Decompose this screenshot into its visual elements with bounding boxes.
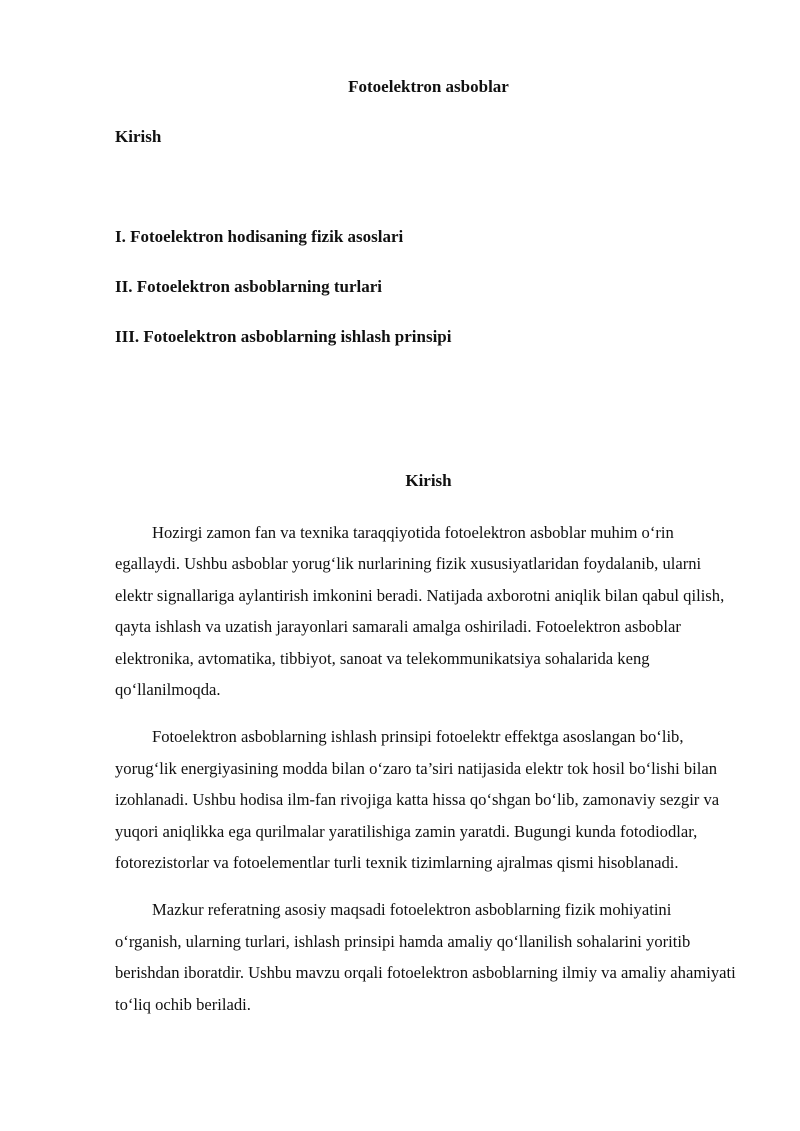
toc-item-2: II. Fotoelektron asboblarning turlari xyxy=(115,277,382,296)
paragraph-3: Mazkur referatning asosiy maqsadi fotoelektron asboblarning fizik mohiyatini o‘rganish, ularning turlari, ishlash prinsipi hamda amaliy qo‘llanilish sohalarini yoritib berishdan iboratdir. Ushbu mavzu orqali fotoelektron asboblarning ilmiy va amaliy ahamiyati to‘liq ochib beriladi. xyxy=(115,900,736,1014)
toc-item-intro: Kirish xyxy=(115,127,162,146)
toc-item-1: I. Fotoelektron hodisaning fizik asoslari xyxy=(115,227,404,246)
paragraph-2: Fotoelektron asboblarning ishlash prinsipi fotoelektr effektga asoslangan bo‘lib, yorug‘lik energiyasining modda bilan o‘zaro ta’siri natijasida elektr tok hosil bo‘lishi bilan izohlanadi. Ushbu hodisa ilm-fan rivojiga katta hissa qo‘shgan bo‘lib, zamonaviy sezgir va yuqori aniqlikka ega qurilmalar yaratilishiga zamin yaratdi. Bugungi kunda fotodiodlar, fotorezistorlar va fotoelementlar turli texnik tizimlarning ajralmas qismi hisoblanadi. xyxy=(115,727,720,873)
toc-item-3: III. Fotoelektron asboblarning ishlash prinsipi xyxy=(115,327,452,346)
paragraph-1: Hozirgi zamon fan va texnika taraqqiyotida fotoelektron asboblar muhim o‘rin egallaydi. Ushbu asboblar yorug‘lik nurlarining fizik xususiyatlaridan foydalanib, ularni elektr signallariga aylantirish imkonini beradi. Natijada axborotni aniqlik bilan qabul qilish, qayta ishlash va uzatish jarayonlari samarali amalga oshiriladi. Fotoelektron asboblar elektronika, avtomatika, tibbiyot, sanoat va telekommunikatsiya sohalarida keng qo‘llanilmoqda. xyxy=(115,523,725,700)
section-body xyxy=(115,517,740,1036)
document-title: Fotoelektron asboblar xyxy=(348,77,509,96)
section-heading: Kirish xyxy=(405,471,452,490)
